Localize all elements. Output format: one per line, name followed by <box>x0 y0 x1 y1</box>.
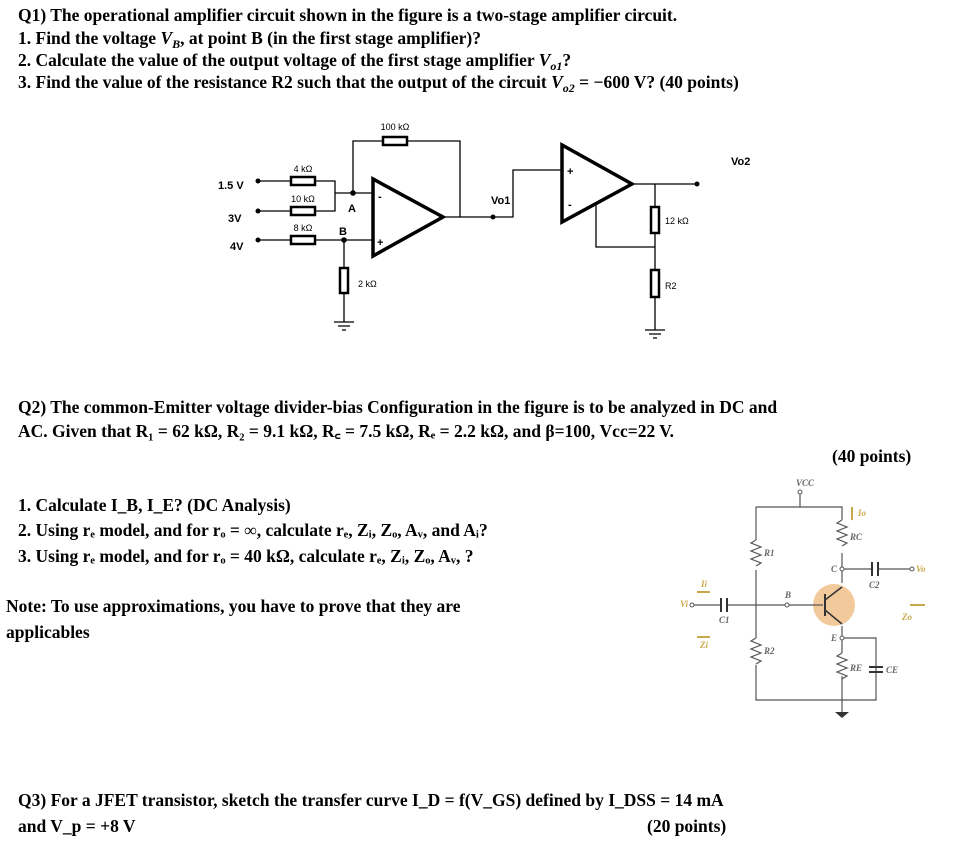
q1-title: Q1) The operational amplifier circuit shown in the figure is a two-stage amplifier circuit. <box>18 5 678 25</box>
q2-title: Q2) The common-Emitter voltage divider-bias Configuration in the figure is to be analyzed in DC and <box>18 397 778 417</box>
q1-item-3: 3. Find the value of the resistance R2 such that the output of the circuit $V_{o2} = -600$ V? (40 points) <box>18 72 739 95</box>
q1-item-1: 1. Find the voltage $V_B$, at point B (in the first stage amplifier)? <box>18 28 482 51</box>
q2-item-2: 2. Using rₑ model, and for rₒ = ∞, calculate rₑ, Zᵢ, Zₒ, Aᵥ, and Aᵢ? <box>18 520 488 540</box>
label-10k: 10 kΩ <box>291 194 315 204</box>
label-ii: Ii <box>701 579 708 589</box>
label-8k: 8 kΩ <box>293 223 313 233</box>
q2-note-cont: applicables <box>6 622 90 642</box>
q3-points: (20 points) <box>647 816 727 836</box>
opamp2-plus: + <box>567 166 574 178</box>
label-100k: 100 kΩ <box>380 122 410 132</box>
label-r2: R2 <box>665 281 677 291</box>
label-1-5v: 1.5 V <box>218 180 244 192</box>
label-node-a: A <box>348 203 356 215</box>
label-4k: 4 kΩ <box>293 164 313 174</box>
label-vo2: Vo2 <box>731 156 751 168</box>
q2-item-1: 1. Calculate I_B, I_E? (DC Analysis) <box>18 495 291 515</box>
label-node-b: B <box>339 226 347 238</box>
label-vo1: Vo1 <box>491 195 511 207</box>
label-vo: Vo <box>916 564 926 574</box>
label-zi: Zi <box>700 640 708 650</box>
label-vcc: VCC <box>796 478 815 488</box>
label-ce: CE <box>886 665 899 675</box>
q2-given: AC. Given that R₁ = 62 kΩ, R₂ = 9.1 kΩ, R꜀ = 7.5 kΩ, Rₑ = 2.2 kΩ, and β=100, Vcc=22 V. <box>18 421 675 441</box>
label-3v: 3V <box>228 213 242 225</box>
label-4v: 4V <box>230 241 244 253</box>
label-r2-bjt: R2 <box>764 646 775 656</box>
label-12k: 12 kΩ <box>665 216 689 226</box>
label-c: C <box>831 564 838 574</box>
label-vi: Vi <box>680 599 689 609</box>
q1-item-2: 2. Calculate the value of the output voltage of the first stage amplifier $V_{o1}$? <box>18 50 572 73</box>
q2-points: (40 points) <box>832 446 912 466</box>
opamp1-minus: - <box>378 191 382 203</box>
opamp2-minus: - <box>568 199 572 211</box>
q3-title: Q3) For a JFET transistor, sketch the transfer curve I_D = f(V_GS) defined by I_DSS = 14 mA <box>18 790 724 810</box>
bjt-circuit-diagram <box>680 478 926 718</box>
label-2k: 2 kΩ <box>358 279 377 289</box>
q2-note: Note: To use approximations, you have to prove that they are <box>6 596 461 616</box>
label-re: RE <box>850 663 863 673</box>
label-io: Io <box>858 508 867 518</box>
label-b: B <box>785 590 792 600</box>
label-c1: C1 <box>719 615 730 625</box>
label-c2: C2 <box>869 580 880 590</box>
q2-item-3: 3. Using rₑ model, and for rₒ = 40 kΩ, calculate rₑ, Zᵢ, Zₒ, Aᵥ, ? <box>18 546 474 566</box>
opamp1-plus: + <box>377 237 384 249</box>
label-e: E <box>831 633 838 643</box>
q3-line2: and V_p = +8 V <box>18 816 136 836</box>
label-zo: Zo <box>902 612 912 622</box>
label-rc: RC <box>850 532 863 542</box>
label-r1: R1 <box>764 548 775 558</box>
